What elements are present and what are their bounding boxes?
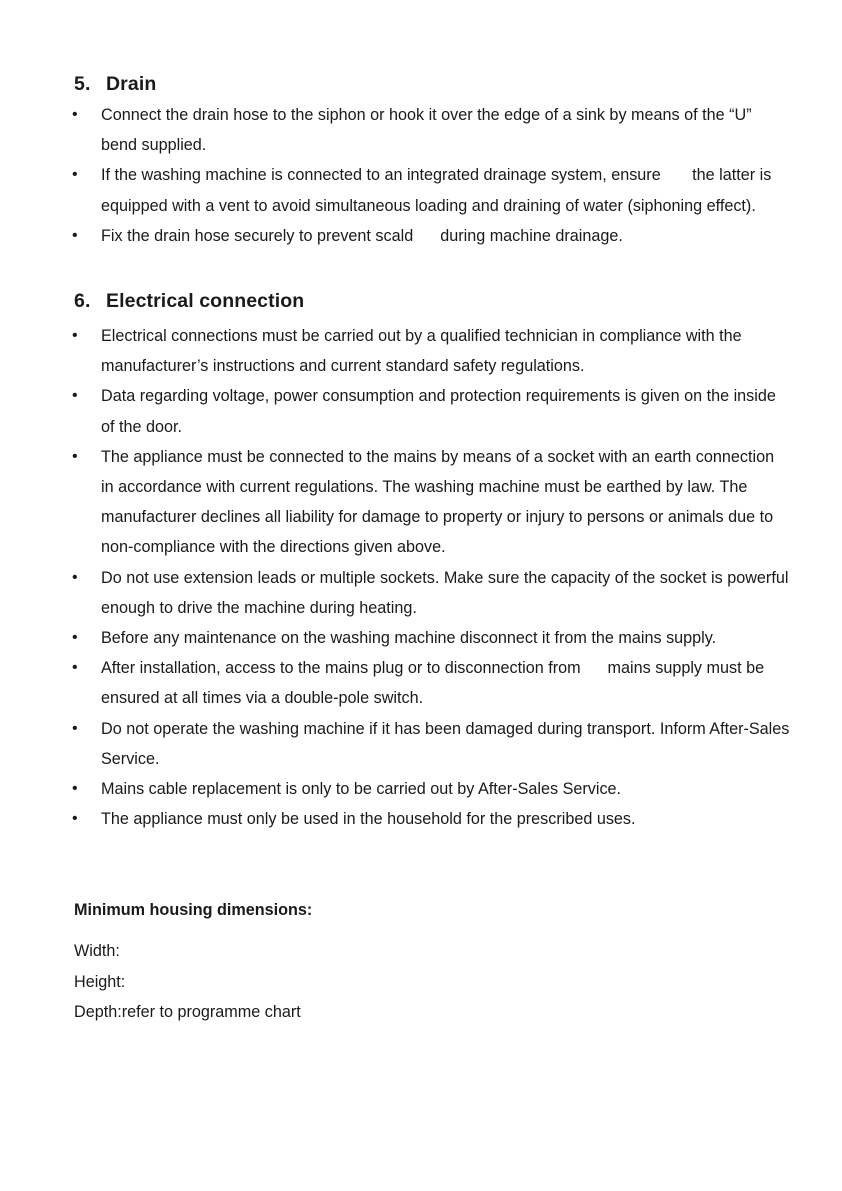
section-number: 6. bbox=[74, 290, 91, 312]
list-item: • Mains cable replacement is only to be carried out by After-Sales Service. bbox=[0, 774, 791, 804]
depth-row bbox=[74, 997, 301, 1028]
width-row bbox=[74, 936, 301, 967]
list-item: • Do not use extension leads or multiple sockets. Make sure the capacity of the socket is powerful enough to drive the machine during heating. bbox=[0, 563, 791, 623]
section-heading-electrical bbox=[74, 290, 304, 313]
list-item: • Electrical connections must be carried out by a qualified technician in compliance with the manufacturer’s instructions and current standard safety regulations. bbox=[0, 321, 791, 381]
list-item: • After installation, access to the mains plug or to disconnection from mains supply must be ensured at all times via a double-pole switch. bbox=[0, 653, 791, 713]
list-item: • Do not operate the washing machine if it has been damaged during transport. Inform After-Sales Service. bbox=[0, 714, 791, 774]
list-item: • Data regarding voltage, power consumption and protection requirements is given on the inside of the door. bbox=[0, 381, 791, 441]
list-item: • Fix the drain hose securely to prevent scald during machine drainage. bbox=[0, 221, 791, 251]
depth-label: Depth: bbox=[74, 1003, 122, 1021]
height-label: Height: bbox=[74, 972, 126, 991]
list-item: • The appliance must only be used in the household for the prescribed uses. bbox=[0, 804, 791, 834]
list-item: • If the washing machine is connected to an integrated drainage system, ensure the latter is equipped with a vent to avoid simultaneous loading and draining of water (siphoning effect). bbox=[0, 160, 791, 220]
section-title: Drain bbox=[106, 73, 157, 95]
section-title: Electrical connection bbox=[106, 290, 305, 312]
height-row bbox=[74, 967, 301, 998]
dimensions-title: Minimum housing dimensions: bbox=[74, 901, 313, 919]
section-number: 5. bbox=[74, 73, 91, 95]
electrical-bullet-list bbox=[0, 321, 794, 834]
list-item: • The appliance must be connected to the mains by means of a socket with an earth connection in accordance with current regulations. The washing machine must be earthed by law. The manufacturer declines all liability for damage to property or injury to persons or animals due to non-compliance with the directions given above. bbox=[0, 442, 791, 563]
dimensions-list bbox=[74, 936, 301, 1028]
list-item: • Before any maintenance on the washing machine disconnect it from the mains supply. bbox=[0, 623, 791, 653]
width-label: Width: bbox=[74, 942, 120, 960]
list-item: • Connect the drain hose to the siphon or hook it over the edge of a sink by means of the “U” bend supplied. bbox=[0, 100, 791, 160]
depth-value: refer to programme chart bbox=[121, 1003, 301, 1021]
section-heading-drain bbox=[74, 73, 156, 96]
drain-bullet-list bbox=[0, 100, 791, 251]
